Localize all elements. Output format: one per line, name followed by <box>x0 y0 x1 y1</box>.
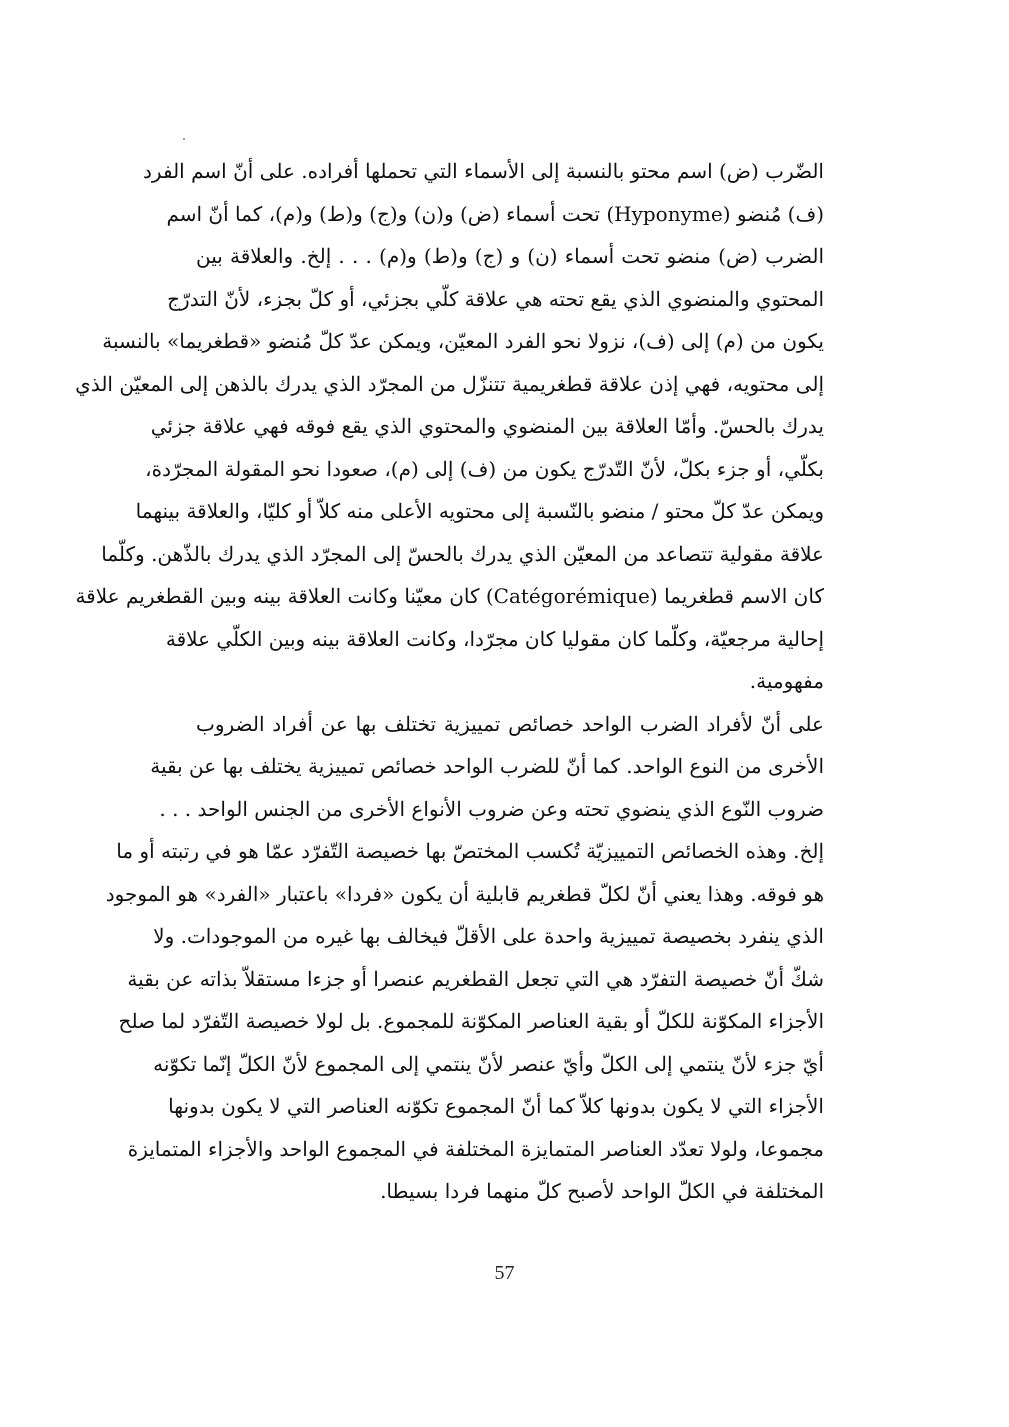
text-line: ويمكن عدّ كلّ محتو / منضو بالنّسبة إلى محتويه الأعلى منه كلاّ أو كليّا، والعلاقة بينهما <box>135 499 824 523</box>
text-line: مفهومية. <box>749 669 824 693</box>
text-line: الأجزاء المكوّنة للكلّ أو بقية العناصر المكوّنة للمجموع. بل لولا خصيصة التّفرّد لما صلح <box>118 1009 824 1033</box>
text-line: إحالية مرجعيّة، وكلّما كان مقوليا كان مجرّدا، وكانت العلاقة بينه وبين الكلّي علاقة <box>165 626 824 651</box>
text-line: على أنّ لأفراد الضرب الواحد خصائص تمييزية تختلف بها عن أفراد الضروب <box>196 711 824 736</box>
text-line: بكلّي، أو جزء بكلّ، لأنّ التّدرّج يكون من (ف) إلى (م)، صعودا نحو المقولة المجرّدة، <box>145 456 824 481</box>
page-number: 57 <box>494 1262 515 1284</box>
paragraph-2 <box>105 703 824 1213</box>
text-line: المحتوي والمنضوي الذي يقع تحته هي علاقة كلّي بجزئي، أو كلّ بجزء، لأنّ التدرّج <box>167 286 824 311</box>
text-line: إلى محتويه، فهي إذن علاقة قطغريمية تتنزّل من المجرّد الذي يدرك بالذهن إلى المعيّن الذي <box>75 371 824 396</box>
paragraph-1 <box>75 150 824 703</box>
text-line: ضروب النّوع الذي ينضوي تحته وعن ضروب الأنواع الأخرى من الجنس الواحد . . . <box>159 796 824 821</box>
text-line: كان الاسم قطغريما (Catégorémique) كان معيّنا وكانت العلاقة بينه وبين القطغريم علاقة <box>75 584 824 608</box>
text-line: الأخرى من النوع الواحد. كما أنّ للضرب الواحد خصائص تمييزية يختلف بها عن بقية <box>150 754 824 778</box>
scan-speck <box>183 138 185 140</box>
text-line: الضّرب (ض) اسم محتو بالنسبة إلى الأسماء التي تحملها أفراده. على أنّ اسم الفرد <box>143 159 824 183</box>
text-line: يدرك بالحسّ. وأمّا العلاقة بين المنضوي والمحتوي الذي يقع فوقه فهي علاقة جزئي <box>150 414 824 438</box>
text-line: الأجزاء التي لا يكون بدونها كلاّ كما أنّ المجموع تكوّنه العناصر التي لا يكون بدونها <box>168 1094 824 1118</box>
text-line: أيّ جزء لأنّ ينتمي إلى الكلّ وأيّ عنصر لأنّ ينتمي إلى المجموع لأنّ الكلّ إنّما تكوّنه <box>153 1051 824 1076</box>
text-line: إلخ. وهذه الخصائص التمييزيّة تُكسب المختصّ بها خصيصة التّفرّد عمّا هو في رتبته أو ما <box>116 839 824 863</box>
text-line: الضرب (ض) منضو تحت أسماء (ن) و (ج) و(ط) و(م) . . . إلخ. والعلاقة بين <box>196 244 824 268</box>
text-line: (ف) مُنضو (Hyponyme) تحت أسماء (ض) و(ن) و(ج) و(ط) و(م)، كما أنّ اسم <box>166 201 824 226</box>
text-line: علاقة مقولية تتصاعد من المعيّن الذي يدرك بالحسّ إلى المجرّد الذي يدرك بالذّهن. وكلّما <box>101 541 824 566</box>
text-line: المختلفة في الكلّ الواحد لأصبح كلّ منهما فردا بسيطا. <box>380 1179 824 1203</box>
text-line: يكون من (م) إلى (ف)، نزولا نحو الفرد المعيّن، ويمكن عدّ كلّ مُنضو «قطغريما» بالنسبة <box>102 329 824 353</box>
text-line: مجموعا، ولولا تعدّد العناصر المتمايزة المختلفة في المجموع الواحد والأجزاء المتمايزة <box>127 1136 824 1161</box>
text-line: شكّ أنّ خصيصة التفرّد هي التي تجعل القطغريم عنصرا أو جزءا مستقلاّ بذاته عن بقية <box>127 966 824 991</box>
text-line: الذي ينفرد بخصيصة تمييزية واحدة على الأقلّ فيخالف بها غيره من الموجودات. ولا <box>153 924 824 948</box>
text-line: هو فوقه. وهذا يعني أنّ لكلّ قطغريم قابلية أن يكون «فردا» باعتبار «الفرد» هو الموجود <box>105 881 824 906</box>
body-text <box>75 150 824 1213</box>
